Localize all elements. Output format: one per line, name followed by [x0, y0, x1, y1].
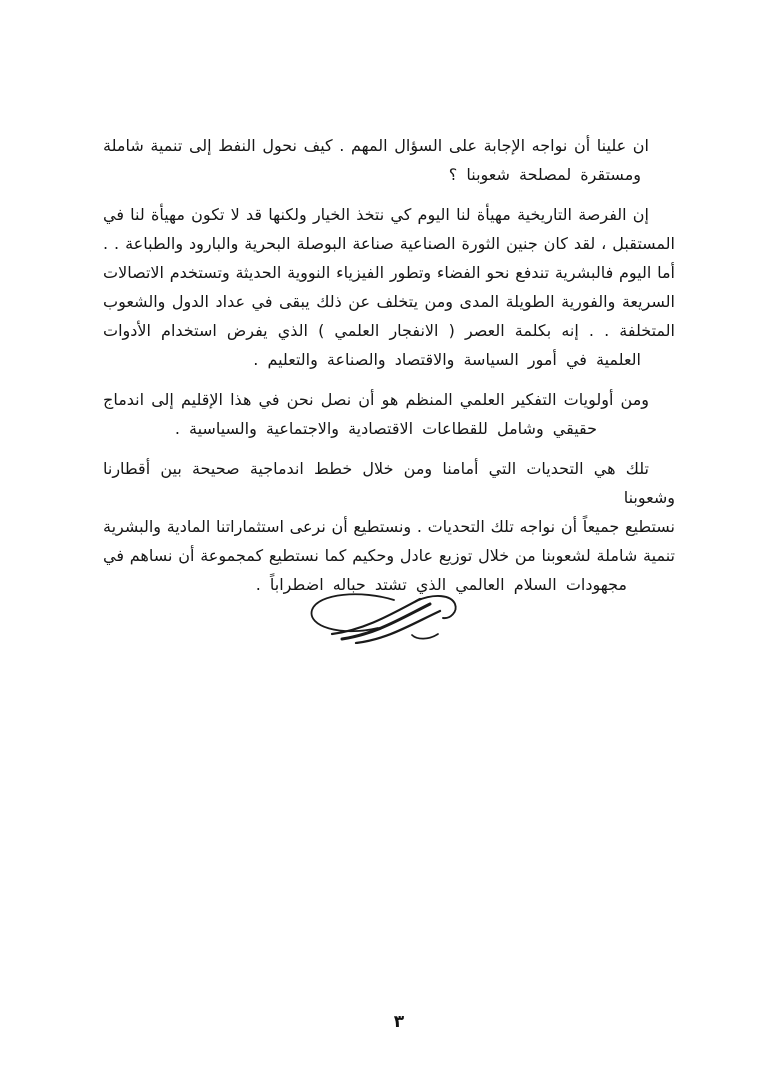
body-text	[103, 131, 675, 610]
text-line: ومستقرة لمصلحة شعوبنا ؟	[448, 165, 641, 184]
section-divider-flourish-icon	[298, 588, 460, 644]
text-line: المستقبل ، لقد كان جنين الثورة الصناعية صناعة البوصلة البحرية والبارود والطباعة . .	[103, 234, 675, 253]
text-line: تلك هي التحديات التي أمامنا ومن خلال خطط اندماجية صحيحة بين أقطارنا وشعوبنا	[103, 459, 675, 507]
text-line: المتخلفة . . إنه بكلمة العصر ( الانفجار العلمي ) الذي يفرض استخدام الأدوات	[103, 321, 675, 340]
text-line: حقيقي وشامل للقطاعات الاقتصادية والاجتماعية والسياسية .	[174, 419, 597, 438]
text-line: أما اليوم فالبشرية تندفع نحو الفضاء وتطور الفيزياء النووية الحديثة وتستخدم الاتصالات	[103, 263, 675, 282]
text-line: مجهودات السلام العالمي الذي تشتد حباله اضطراباً .	[255, 575, 627, 594]
text-line: العلمية في أمور السياسة والاقتصاد والصناعة والتعليم .	[253, 350, 641, 369]
text-line: إن الفرصة التاريخية مهيأة لنا اليوم كي نتخذ الخيار ولكنها قد لا تكون مهيأة لنا في	[103, 205, 649, 224]
text-line: السريعة والفورية الطويلة المدى ومن يتخلف عن ذلك يبقى في عداد الدول والشعوب	[103, 292, 675, 311]
page-number: ٣	[393, 1012, 405, 1032]
paragraph	[103, 385, 675, 443]
text-line: نستطيع جميعاً أن نواجه تلك التحديات . ونستطيع أن نرعى استثماراتنا المادية والبشرية	[103, 517, 675, 536]
text-line: ومن أولويات التفكير العلمي المنظم هو أن نصل نحن في هذا الإقليم إلى اندماج	[103, 390, 649, 409]
text-line: ان علينا أن نواجه الإجابة على السؤال المهم . كيف نحول النفط إلى تنمية شاملة	[103, 136, 649, 155]
paragraph	[103, 454, 675, 599]
paragraph	[103, 131, 675, 189]
text-line: تنمية شاملة لشعوبنا من خلال توزيع عادل وحكيم كما نستطيع كمجموعة أن نساهم في	[103, 546, 675, 565]
paragraph	[103, 200, 675, 374]
